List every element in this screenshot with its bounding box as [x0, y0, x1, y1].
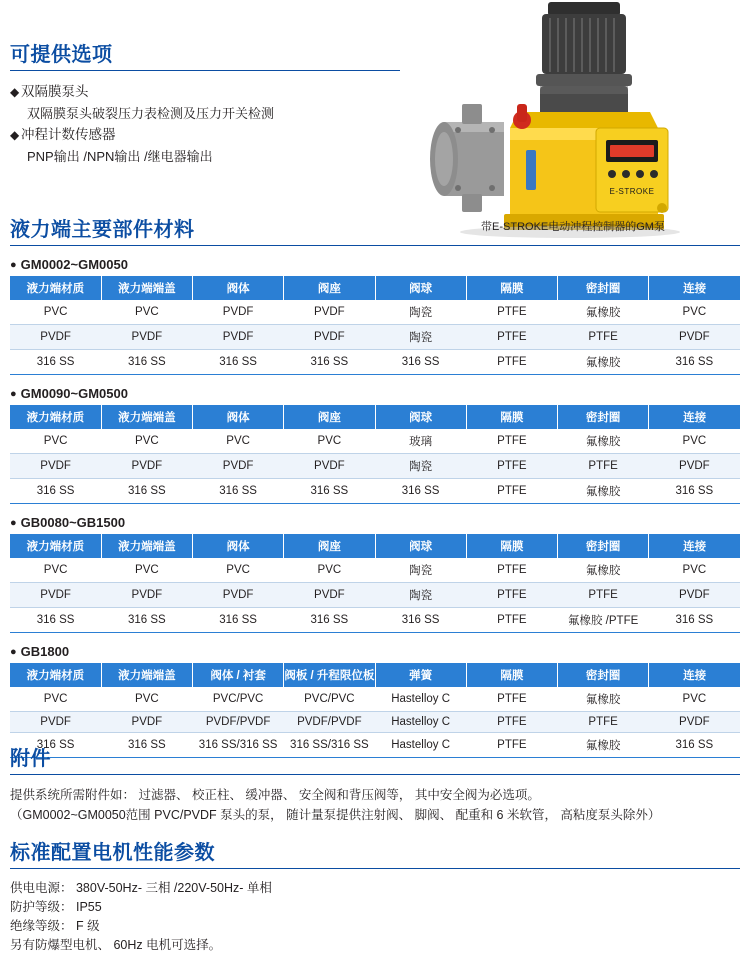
bullet-icon: ● [10, 259, 17, 271]
col-header: 隔膜 [466, 534, 557, 558]
motor-title: 标准配置电机性能参数 [10, 842, 215, 864]
cell: PVDF/PVDF [284, 712, 375, 733]
cell: 316 SS [649, 608, 740, 633]
options-divider [10, 70, 400, 71]
cell: 316 SS [284, 479, 375, 504]
col-header: 密封圈 [558, 405, 649, 429]
cell: 玻璃 [375, 429, 466, 454]
table-header-row [10, 276, 740, 300]
option-sub-2: PNP输出 /NPN输出 /继电器输出 [27, 149, 213, 164]
materials-title: 液力端主要部件材料 [10, 219, 195, 241]
accessories-paragraph-1: 提供系统所需附件如： 过滤器、 校正柱、 缓冲器、 安全阀和背压阀等， 其中安全阀为必选项。 [10, 788, 540, 802]
col-header: 密封圈 [558, 663, 649, 687]
cell: 氟橡胶 [558, 733, 649, 758]
table-header-row [10, 534, 740, 558]
cell: PTFE [558, 454, 649, 479]
cell: PTFE [466, 454, 557, 479]
cell: 316 SS [284, 608, 375, 633]
cell: PVDF [284, 454, 375, 479]
table-row [10, 558, 740, 583]
cell: PTFE [558, 325, 649, 350]
table-row [10, 429, 740, 454]
cell: 316 SS [10, 479, 101, 504]
cell: 316 SS [101, 608, 192, 633]
col-header: 密封圈 [558, 534, 649, 558]
cell: PVC [649, 300, 740, 325]
options-title: 可提供选项 [10, 44, 113, 66]
col-header: 隔膜 [466, 405, 557, 429]
cell: 氟橡胶 [558, 479, 649, 504]
cell: 陶瓷 [375, 558, 466, 583]
cell: PVDF [193, 300, 284, 325]
cell: 316 SS [193, 479, 284, 504]
product-caption: 带E-STROKE电动冲程控制器的GM泵 [481, 221, 665, 233]
model-label-2 [10, 386, 740, 401]
cell: PTFE [466, 712, 557, 733]
cell: PVC [101, 687, 192, 712]
cell: 316 SS [193, 350, 284, 375]
col-header: 液力端端盖 [101, 534, 192, 558]
col-header: 阀球 [375, 276, 466, 300]
table-header-row [10, 405, 740, 429]
cell: PVDF [10, 712, 101, 733]
cell: PVC [10, 558, 101, 583]
cell: PVDF [193, 583, 284, 608]
cell: 316 SS/316 SS [193, 733, 284, 758]
col-header: 液力端材质 [10, 405, 101, 429]
materials-divider [10, 245, 740, 246]
option-bullet-2 [10, 124, 400, 146]
col-header: 阀座 [284, 276, 375, 300]
cell: 氟橡胶 [558, 300, 649, 325]
cell: PTFE [466, 479, 557, 504]
materials-section [10, 213, 740, 758]
bullet-icon: ● [10, 517, 17, 529]
cell: PTFE [466, 583, 557, 608]
col-header: 阀体 [193, 405, 284, 429]
option-bullet-1-label: 双隔膜泵头 [21, 84, 89, 99]
cell: PTFE [466, 429, 557, 454]
table-row [10, 479, 740, 504]
cell: PTFE [466, 300, 557, 325]
gm-pump-illustration [400, 0, 745, 240]
table-row [10, 583, 740, 608]
table-row [10, 454, 740, 479]
cell: PTFE [466, 733, 557, 758]
accessories-section [10, 742, 740, 825]
cell: PVDF [101, 325, 192, 350]
col-header: 阀座 [284, 534, 375, 558]
motor-divider [10, 868, 740, 869]
cell: 316 SS [193, 608, 284, 633]
cell: 陶瓷 [375, 583, 466, 608]
bullet-icon: ◆ [10, 85, 20, 99]
cell: PVC [284, 558, 375, 583]
cell: 氟橡胶 [558, 687, 649, 712]
accessories-title: 附件 [10, 748, 51, 770]
col-header: 液力端端盖 [101, 663, 192, 687]
table-header-row [10, 663, 740, 687]
cell: 316 SS [375, 608, 466, 633]
cell: PVC/PVC [284, 687, 375, 712]
cell: PVDF [284, 325, 375, 350]
svg-text:E-STROKE: E-STROKE [609, 187, 655, 196]
col-header: 液力端材质 [10, 663, 101, 687]
motor-spec-power: 供电电源： 380V-50Hz- 三相 /220V-50Hz- 单相 [10, 881, 272, 895]
col-header: 连接 [649, 534, 740, 558]
cell: PVDF [193, 454, 284, 479]
col-header: 密封圈 [558, 276, 649, 300]
model-label-1-text: GM0002~GM0050 [20, 257, 128, 272]
model-label-4 [10, 644, 740, 659]
materials-table-2 [10, 405, 740, 504]
cell: PVDF [649, 712, 740, 733]
cell: PVDF [193, 325, 284, 350]
cell: PVDF [10, 325, 101, 350]
cell: 氟橡胶 [558, 350, 649, 375]
cell: PVC/PVC [193, 687, 284, 712]
cell: 316 SS [101, 350, 192, 375]
motor-section [10, 836, 740, 955]
cell: PVDF [649, 583, 740, 608]
cell: PVC [101, 558, 192, 583]
cell: PVC [649, 687, 740, 712]
cell: Hastelloy C [375, 687, 466, 712]
model-label-4-text: GB1800 [20, 644, 70, 659]
motor-spec-insulation: 绝缘等级： F 级 [10, 919, 100, 933]
motor-spec-protection: 防护等级： IP55 [10, 900, 102, 914]
cell: 氟橡胶 [558, 429, 649, 454]
col-header: 隔膜 [466, 276, 557, 300]
cell: PVDF [649, 325, 740, 350]
bullet-icon: ● [10, 646, 17, 658]
table-row [10, 687, 740, 712]
table-row [10, 350, 740, 375]
cell: 316 SS [375, 350, 466, 375]
cell: PVDF/PVDF [193, 712, 284, 733]
table-row [10, 325, 740, 350]
cell: PTFE [466, 325, 557, 350]
bullet-icon: ● [10, 388, 17, 400]
cell: PVDF [649, 454, 740, 479]
table-row [10, 300, 740, 325]
cell: PVC [649, 429, 740, 454]
table-row [10, 712, 740, 733]
col-header: 连接 [649, 663, 740, 687]
cell: PVC [193, 558, 284, 583]
cell: PVDF [101, 583, 192, 608]
cell: 316 SS/316 SS [284, 733, 375, 758]
cell: 氟橡胶 [558, 558, 649, 583]
cell: PTFE [466, 687, 557, 712]
cell: PVDF [101, 712, 192, 733]
cell: 316 SS [101, 733, 192, 758]
col-header: 液力端材质 [10, 534, 101, 558]
cell: PVDF [10, 583, 101, 608]
col-header: 阀体 [193, 276, 284, 300]
cell: PVDF [10, 454, 101, 479]
option-sub-1: 双隔膜泵头破裂压力表检测及压力开关检测 [27, 106, 275, 121]
model-label-2-text: GM0090~GM0500 [20, 386, 128, 401]
cell: 316 SS [284, 350, 375, 375]
cell: PVDF [101, 454, 192, 479]
model-label-1 [10, 257, 740, 272]
materials-table-3 [10, 534, 740, 633]
col-header: 阀板 / 升程限位板 [284, 663, 375, 687]
cell: PTFE [558, 712, 649, 733]
cell: PTFE [558, 583, 649, 608]
model-label-3-text: GB0080~GB1500 [20, 515, 126, 530]
accessories-paragraph-2: （GM0002~GM0050范围 PVC/PVDF 泵头的泵， 随计量泵提供注射阀、 脚阀、 配重和 6 米软管， 高粘度泵头除外） [10, 808, 661, 822]
col-header: 阀球 [375, 534, 466, 558]
cell: PVDF [284, 300, 375, 325]
cell: PVDF [284, 583, 375, 608]
cell: 316 SS [10, 733, 101, 758]
cell: 316 SS [649, 350, 740, 375]
cell: 陶瓷 [375, 454, 466, 479]
options-section [10, 38, 400, 167]
cell: 陶瓷 [375, 300, 466, 325]
cell: PTFE [466, 558, 557, 583]
option-bullet-2-label: 冲程计数传感器 [21, 127, 116, 142]
cell: 陶瓷 [375, 325, 466, 350]
model-label-3 [10, 515, 740, 530]
cell: PVC [10, 687, 101, 712]
col-header: 阀球 [375, 405, 466, 429]
col-header: 阀座 [284, 405, 375, 429]
cell: PTFE [466, 350, 557, 375]
table-row [10, 608, 740, 633]
cell: PVC [649, 558, 740, 583]
cell: Hastelloy C [375, 712, 466, 733]
cell: PTFE [466, 608, 557, 633]
motor-spec-note: 另有防爆型电机、 60Hz 电机可选择。 [10, 938, 222, 952]
accessories-divider [10, 774, 740, 775]
col-header: 阀体 [193, 534, 284, 558]
col-header: 液力端材质 [10, 276, 101, 300]
col-header: 连接 [649, 276, 740, 300]
product-photo [400, 0, 745, 240]
cell: PVC [10, 429, 101, 454]
col-header: 隔膜 [466, 663, 557, 687]
cell: PVC [101, 429, 192, 454]
option-bullet-1 [10, 81, 400, 103]
cell: 316 SS [649, 733, 740, 758]
cell: 316 SS [10, 608, 101, 633]
col-header: 连接 [649, 405, 740, 429]
bullet-icon: ◆ [10, 128, 20, 142]
cell: 316 SS [101, 479, 192, 504]
cell: PVC [193, 429, 284, 454]
cell: PVC [101, 300, 192, 325]
cell: PVC [10, 300, 101, 325]
cell: 氟橡胶 /PTFE [558, 608, 649, 633]
cell: 316 SS [10, 350, 101, 375]
col-header: 液力端端盖 [101, 405, 192, 429]
col-header: 弹簧 [375, 663, 466, 687]
col-header: 液力端端盖 [101, 276, 192, 300]
cell: Hastelloy C [375, 733, 466, 758]
cell: PVC [284, 429, 375, 454]
cell: 316 SS [375, 479, 466, 504]
cell: 316 SS [649, 479, 740, 504]
materials-table-1 [10, 276, 740, 375]
col-header: 阀体 / 衬套 [193, 663, 284, 687]
